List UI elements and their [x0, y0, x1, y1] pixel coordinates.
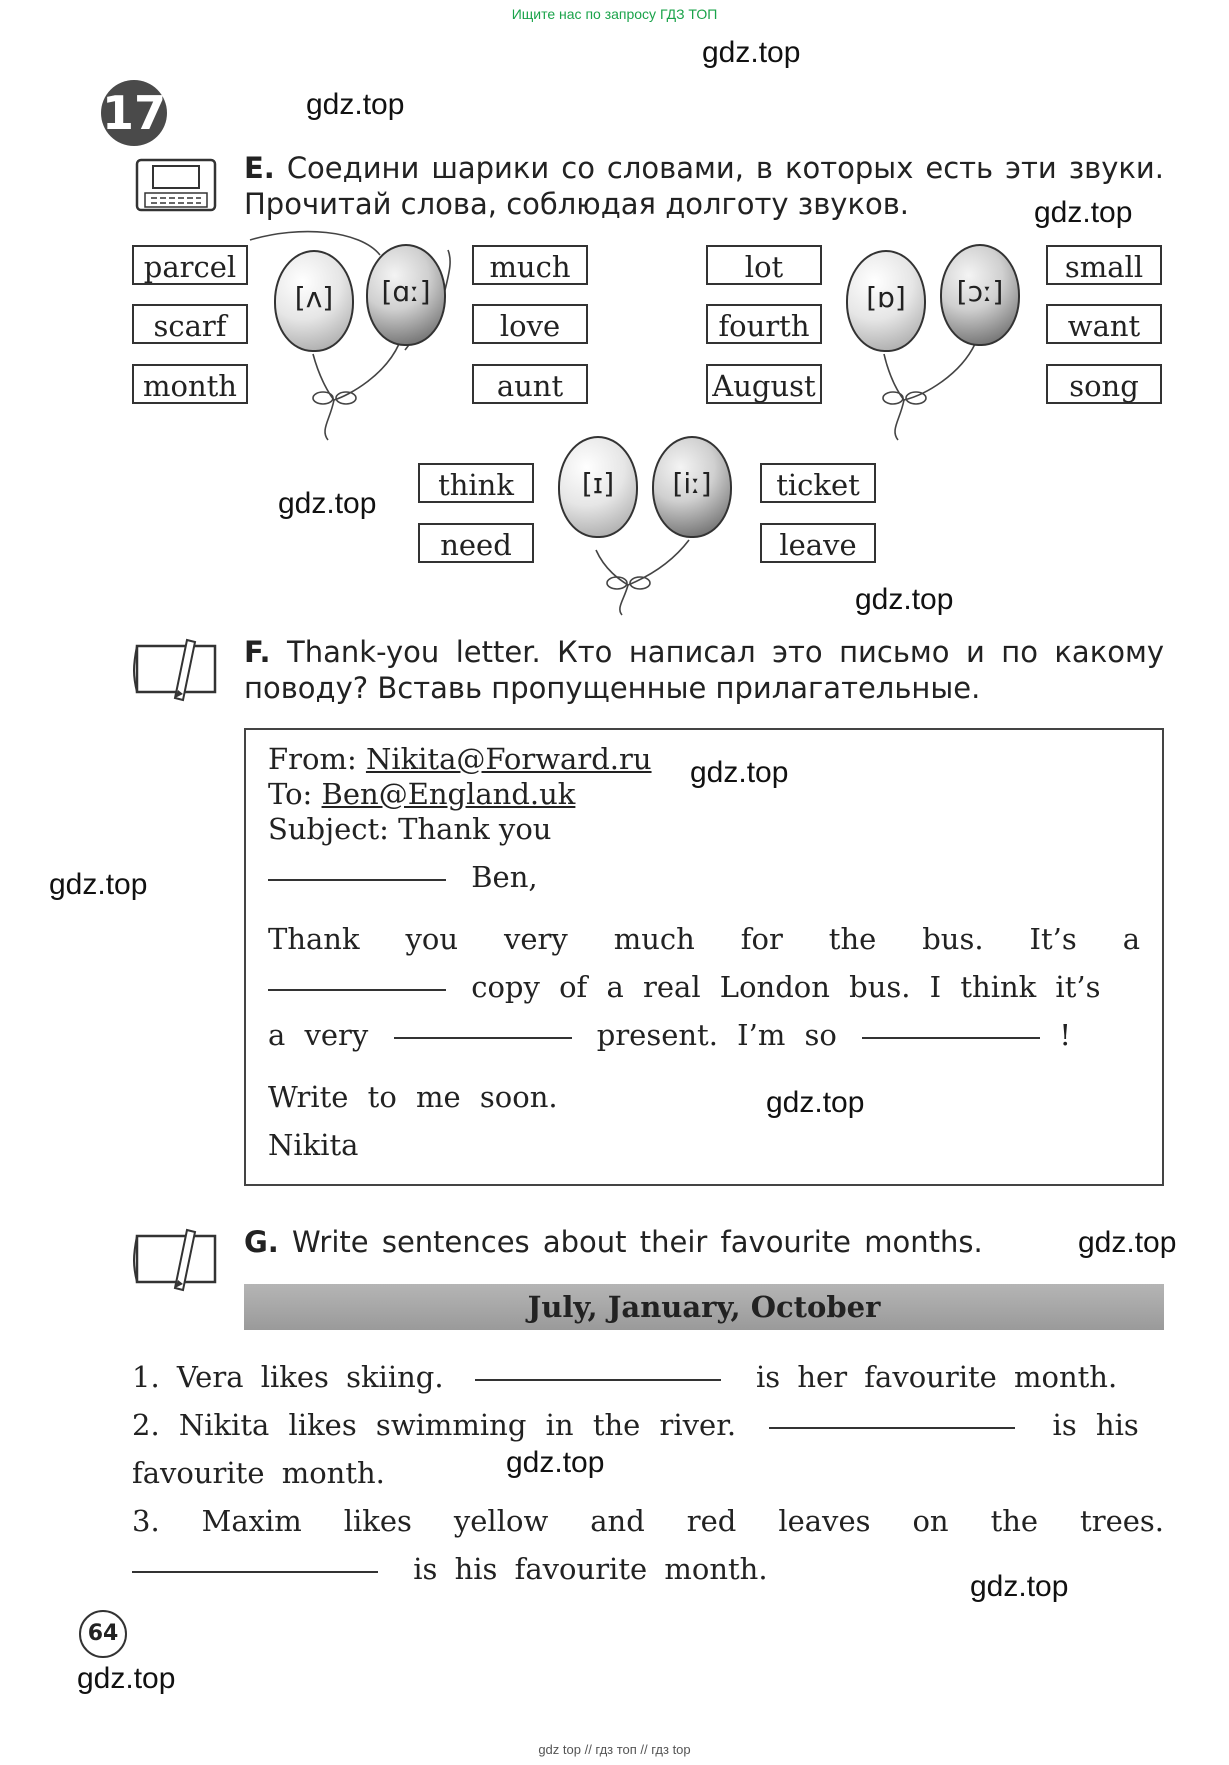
watermark: gdz.top — [855, 583, 954, 616]
letter-signature: Nikita — [268, 1128, 359, 1162]
sentence-3-cont — [132, 1552, 768, 1586]
letter-line-1: Thank you very much for the bus. It’s a — [268, 922, 1140, 956]
sentence-1 — [132, 1360, 1117, 1394]
letter-line-3c: ! — [1059, 1018, 1071, 1052]
watermark: gdz.top — [690, 756, 789, 789]
task-e-text: Соедини шарики со словами, в которых есть эти звуки. Прочитай слова, соблюдая долготу звуков. — [244, 151, 1164, 221]
subject-label: Subject: — [268, 812, 389, 846]
word-box[interactable]: month — [132, 364, 248, 404]
greeting-line — [268, 860, 538, 894]
sentence-2-cont: favourite month. — [132, 1456, 385, 1490]
letter-line-3b: present. I’m so — [596, 1018, 837, 1052]
months-bar: July, January, October — [244, 1284, 1164, 1330]
blank-field[interactable] — [394, 1036, 572, 1039]
word-box[interactable]: leave — [760, 523, 876, 563]
watermark: gdz.top — [766, 1086, 865, 1119]
word-box[interactable]: scarf — [132, 304, 248, 344]
word-box[interactable]: much — [472, 245, 588, 285]
balloon[interactable]: [ɪ] — [558, 436, 638, 538]
blank-field[interactable] — [268, 988, 446, 991]
watermark: gdz.top — [506, 1446, 605, 1479]
letter-line-2 — [268, 970, 1140, 1004]
sentence-3: 3. Maxim likes yellow and red leaves on the trees. — [132, 1504, 1164, 1538]
word-box[interactable]: need — [418, 523, 534, 563]
watermark: gdz.top — [77, 1662, 176, 1695]
blank-field[interactable] — [268, 878, 446, 881]
balloon[interactable]: [iː] — [652, 436, 732, 538]
watermark: gdz.top — [1078, 1226, 1177, 1259]
task-f-text: Thank-you letter. Кто написал это письмо и по какому поводу? Вставь пропущенные прилагательные. — [244, 635, 1165, 705]
unit-number-badge: 17 — [101, 80, 167, 146]
balloon[interactable]: [ɔː] — [940, 244, 1020, 346]
sentence-1-end: is her favourite month. — [756, 1360, 1118, 1394]
balloon[interactable]: [ɑː] — [366, 244, 446, 346]
letter-closing: Write to me soon. — [268, 1080, 558, 1114]
subject-line — [268, 812, 551, 846]
letter-line-3 — [268, 1018, 1140, 1052]
word-box[interactable]: parcel — [132, 245, 248, 285]
to-label: To: — [268, 777, 313, 811]
watermark: gdz.top — [278, 487, 377, 520]
page-number: 64 — [79, 1610, 127, 1658]
subject-value: Thank you — [398, 812, 552, 846]
blank-field[interactable] — [132, 1570, 378, 1573]
word-box[interactable]: think — [418, 463, 534, 503]
to-address: Ben@England.uk — [321, 777, 576, 811]
greeting-name: Ben, — [471, 860, 538, 894]
task-g-text: Write sentences about their favourite months. — [292, 1225, 983, 1259]
watermark: gdz.top — [970, 1570, 1069, 1603]
sentence-3-end: is his favourite month. — [413, 1552, 768, 1586]
word-box[interactable]: ticket — [760, 463, 876, 503]
pencil-icon — [131, 1226, 223, 1296]
watermark: gdz.top — [49, 868, 148, 901]
task-g-letter: G. — [244, 1225, 279, 1259]
word-box[interactable]: small — [1046, 245, 1162, 285]
sentence-2-mid: is his — [1052, 1408, 1139, 1442]
pencil-icon — [131, 636, 223, 706]
watermark: gdz.top — [1034, 196, 1133, 229]
word-box[interactable]: lot — [706, 245, 822, 285]
word-box[interactable]: fourth — [706, 304, 822, 344]
word-box[interactable]: aunt — [472, 364, 588, 404]
balloon[interactable]: [ʌ] — [274, 250, 354, 352]
watermark: gdz.top — [702, 36, 801, 69]
email-letter-box — [244, 728, 1164, 1186]
word-box[interactable]: August — [706, 364, 822, 404]
task-f-letter: F. — [244, 635, 271, 669]
blank-field[interactable] — [862, 1036, 1040, 1039]
balloon[interactable]: [ɒ] — [846, 250, 926, 352]
from-address: Nikita@Forward.ru — [365, 742, 652, 776]
sentence-2 — [132, 1408, 1139, 1442]
from-label: From: — [268, 742, 357, 776]
sentence-2-start: 2. Nikita likes swimming in the river. — [132, 1408, 737, 1442]
letter-line-3a: a very — [268, 1018, 369, 1052]
blank-field[interactable] — [769, 1426, 1015, 1429]
word-box[interactable]: want — [1046, 304, 1162, 344]
task-f-instruction — [244, 634, 1164, 706]
task-e-letter: E. — [244, 151, 275, 185]
sentence-1-start: 1. Vera likes skiing. — [132, 1360, 444, 1394]
word-box[interactable]: song — [1046, 364, 1162, 404]
letter-line-2-text: copy of a real London bus. I think it’s — [471, 970, 1101, 1004]
blank-field[interactable] — [475, 1378, 721, 1381]
task-g-instruction — [244, 1224, 1044, 1260]
to-line — [268, 777, 575, 811]
top-banner: Ищите нас по запросу ГДЗ ТОП — [511, 6, 718, 22]
watermark: gdz.top — [306, 88, 405, 121]
from-line — [268, 742, 652, 776]
word-box[interactable]: love — [472, 304, 588, 344]
bottom-banner: gdz top // гдз топ // гдз top — [538, 1742, 691, 1757]
